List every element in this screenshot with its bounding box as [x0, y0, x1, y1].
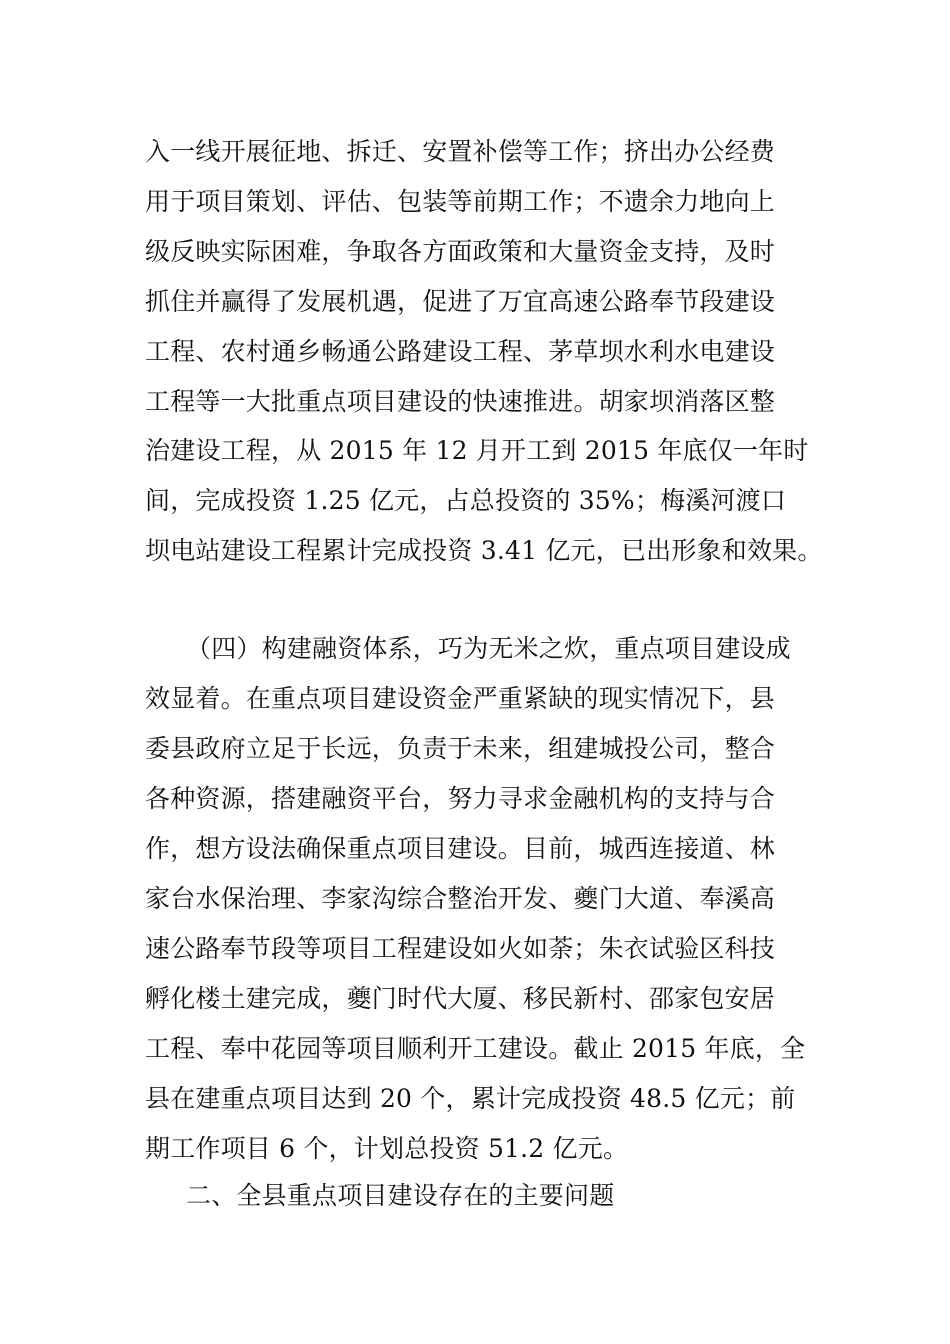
paragraph-1-line-3: 级反映实际困难，争取各方面政策和大量资金支持，及时	[145, 237, 776, 266]
paragraph-2-line-8: 孵化楼土建完成，夔门时代大厦、移民新村、邵家包安居	[145, 984, 776, 1013]
paragraph-1-line-6: 工程等一大批重点项目建设的快速推进。胡家坝消落区整	[145, 387, 776, 416]
paragraph-2-line-4: 各种资源，搭建融资平台，努力寻求金融机构的支持与合	[145, 784, 776, 813]
paragraph-2-line-10: 县在建重点项目达到 20 个，累计完成投资 48.5 亿元；前	[145, 1084, 796, 1113]
paragraph-2-line-9: 工程、奉中花园等项目顺利开工建设。截止 2015 年底，全	[145, 1034, 806, 1063]
paragraph-2-line-5: 作，想方设法确保重点项目建设。目前，城西连接道、林	[145, 834, 776, 863]
paragraph-2-line-7: 速公路奉节段等项目工程建设如火如荼；朱衣试验区科技	[145, 934, 776, 963]
paragraph-2-line-11: 期工作项目 6 个，计划总投资 51.2 亿元。	[145, 1134, 629, 1163]
paragraph-1-line-5: 工程、农村通乡畅通公路建设工程、茅草坝水利水电建设	[145, 337, 776, 366]
paragraph-1-line-1: 入一线开展征地、拆迁、安置补偿等工作；挤出办公经费	[145, 137, 776, 166]
paragraph-1-line-8: 间，完成投资 1.25 亿元，占总投资的 35%；梅溪河渡口	[145, 486, 787, 515]
paragraph-2-line-1: （四）构建融资体系，巧为无米之炊，重点项目建设成	[186, 634, 791, 663]
paragraph-1-line-4: 抓住并赢得了发展机遇，促进了万宜高速公路奉节段建设	[145, 287, 776, 316]
section-heading: 二、全县重点项目建设存在的主要问题	[186, 1181, 615, 1210]
paragraph-2-line-3: 委县政府立足于长远，负责于未来，组建城投公司，整合	[145, 734, 776, 763]
paragraph-2-line-6: 家台水保治理、李家沟综合整治开发、夔门大道、奉溪高	[145, 884, 776, 913]
paragraph-1-line-2: 用于项目策划、评估、包装等前期工作；不遗余力地向上	[145, 187, 776, 216]
paragraph-2-line-2: 效显着。在重点项目建设资金严重紧缺的现实情况下，县	[145, 684, 776, 713]
paragraph-1-line-7: 治建设工程，从 2015 年 12 月开工到 2015 年底仅一年时	[145, 436, 809, 465]
paragraph-1-line-9: 坝电站建设工程累计完成投资 3.41 亿元，已出形象和效果。	[145, 536, 823, 565]
